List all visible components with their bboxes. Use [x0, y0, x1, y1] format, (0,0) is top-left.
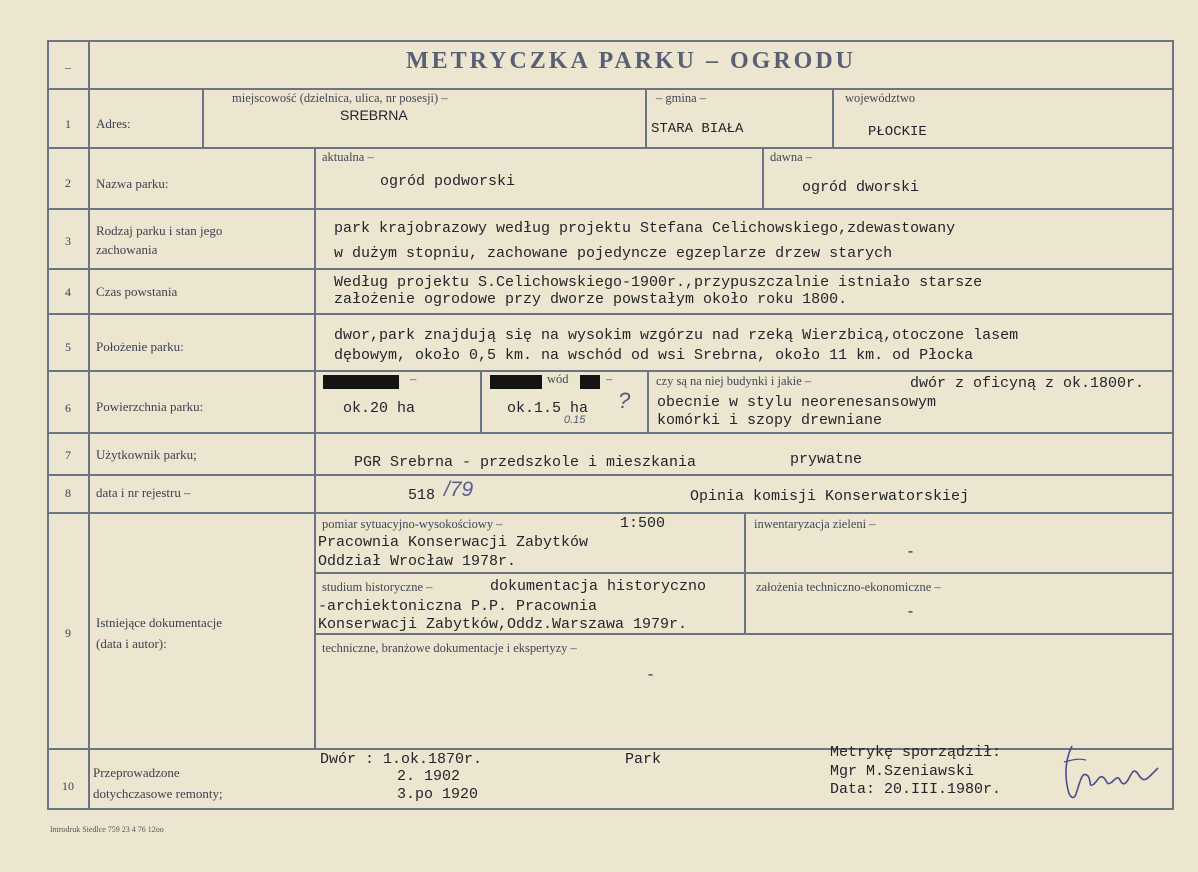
history-caption: studium historyczne – — [322, 580, 433, 594]
former-name-value: ogród dworski — [802, 179, 920, 196]
prepared-by-caption: Metrykę sporządził: — [830, 744, 1002, 761]
user-value: PGR Srebrna - przedszkole i mieszkania — [354, 454, 697, 471]
row-divider — [47, 512, 1174, 514]
current-name-value: ogród podworski — [380, 173, 516, 190]
buildings-line-3: komórki i szopy drewniane — [657, 412, 883, 429]
row-divider — [47, 748, 1174, 750]
manor-repair-3: 3.po 1920 — [397, 786, 479, 803]
col-divider — [647, 370, 649, 433]
creation-time-label: Czas powstania — [96, 284, 178, 299]
register-number: 518 — [408, 487, 436, 504]
col-divider — [314, 147, 316, 750]
redaction-bar — [490, 375, 542, 389]
creation-line-2: założenie ogrodowe przy dworze powstałym około roku 1800. — [334, 291, 848, 308]
row-number: 9 — [65, 626, 71, 640]
row-number: 8 — [65, 486, 71, 500]
manor-repair-2: 2. 1902 — [397, 768, 461, 785]
col-divider — [762, 147, 764, 209]
conservation-opinion: Opinia komisji Konserwatorskiej — [690, 488, 970, 505]
row-divider — [47, 88, 1174, 90]
location-line-1: dwor,park znajdują się na wysokim wzgórzu nad rzeką Wierzbicą,otoczone lasem — [334, 327, 1019, 344]
technical-docs-caption: techniczne, branżowe dokumentacje i ekspertyzy – — [322, 641, 577, 655]
frame-bottom — [47, 808, 1174, 810]
repairs-label: Przeprowadzone — [93, 765, 180, 780]
handwritten-mark: ? — [618, 388, 631, 413]
greenery-caption: inwentaryzacja zieleni – — [754, 517, 876, 531]
register-year-handwritten: /79 — [444, 478, 474, 501]
buildings-line-2: obecnie w stylu neorenesansowym — [657, 394, 937, 411]
area-value: ok.20 ha — [343, 400, 416, 417]
greenery-value: - — [906, 544, 916, 561]
area-label: Powierzchnia parku: — [96, 399, 204, 414]
preparation-date: Data: 20.III.1980r. — [830, 781, 1002, 798]
redaction-bar — [323, 375, 399, 389]
row9-subdivider — [314, 572, 1174, 574]
address-label: Adres: — [96, 116, 131, 131]
survey-scale: 1:500 — [620, 515, 666, 532]
row-divider — [47, 147, 1174, 149]
card-title: METRYCZKA PARKU – OGRODU — [405, 48, 857, 74]
row-number: 5 — [65, 340, 71, 354]
current-name-caption: aktualna – — [322, 150, 374, 164]
col-divider — [645, 88, 647, 148]
frame-right — [1172, 40, 1174, 810]
handwritten-note: 0.15 — [564, 414, 586, 426]
history-line-2: -archiektoniczna P.P. Pracownia — [318, 598, 598, 615]
voivodeship-caption: województwo — [845, 91, 916, 105]
water-caption: wód — [547, 372, 569, 386]
gmina-caption: – gmina – — [656, 91, 706, 105]
col-divider — [202, 88, 204, 148]
number-column-divider — [88, 40, 90, 810]
history-line-3: Konserwacji Zabytków,Oddz.Warszawa 1979r. — [318, 616, 688, 633]
tech-econ-caption: założenia techniczno-ekonomiczne – — [756, 580, 941, 594]
location-line-2: dębowym, około 0,5 km. na wschód od wsi Srebrna, około 11 km. od Płocka — [334, 347, 974, 364]
row-divider — [47, 268, 1174, 270]
locality-caption: miejscowość (dzielnica, ulica, nr posesji) – — [232, 91, 448, 105]
location-label: Położenie parku: — [96, 339, 184, 354]
technical-docs-value: - — [646, 667, 656, 684]
row-number: 6 — [65, 401, 71, 415]
printer-imprint: Introdruk Siedlce 759 23 4 76 12oo — [50, 825, 164, 834]
frame-left — [47, 40, 49, 810]
col-divider — [480, 370, 482, 433]
repairs-label-2: dotychczasowe remonty; — [93, 786, 223, 801]
col-divider — [832, 88, 834, 148]
frame-top — [47, 40, 1174, 42]
row-number: 4 — [65, 285, 71, 299]
documentation-label-2: (data i autor): — [96, 636, 167, 651]
redaction-bar — [580, 375, 600, 389]
gmina-value: STARA BIAŁA — [651, 121, 744, 137]
park-type-line-1: park krajobrazowy według projektu Stefana Celichowskiego,zdewastowany — [334, 220, 956, 237]
author-name: Mgr M.Szeniawski — [830, 763, 975, 780]
survey-caption: pomiar sytuacyjno-wysokościowy – — [322, 517, 503, 531]
water-value: ok.1.5 ha — [507, 400, 589, 417]
user-value-2: prywatne — [790, 451, 863, 468]
park-type-label: Rodzaj parku i stan jego — [96, 223, 223, 238]
row-number: 10 — [62, 779, 74, 793]
register-label: data i nr rejestru – — [96, 485, 191, 500]
row-number: 3 — [65, 234, 71, 248]
history-line-1: dokumentacja historyczno — [490, 578, 707, 595]
survey-line-2: Oddział Wrocław 1978r. — [318, 553, 517, 570]
park-repairs-label: Park — [625, 751, 662, 768]
park-name-label: Nazwa parku: — [96, 176, 169, 191]
tech-econ-value: - — [906, 604, 916, 621]
area-dash: – — [410, 372, 417, 386]
park-type-label-2: zachowania — [96, 242, 158, 257]
row-divider — [47, 474, 1174, 476]
user-label: Użytkownik parku; — [96, 447, 197, 462]
row-divider — [47, 208, 1174, 210]
water-dash: – — [606, 372, 613, 386]
row-divider — [47, 313, 1174, 315]
buildings-line-1: dwór z oficyną z ok.1800r. — [910, 375, 1145, 392]
creation-line-1: Według projektu S.Celichowskiego-1900r.,przypuszczalnie istniało starsze — [334, 274, 983, 291]
header-number: – — [65, 60, 71, 74]
row-number: 1 — [65, 117, 71, 131]
row-number: 7 — [65, 448, 71, 462]
locality-value: SREBRNA — [340, 107, 408, 123]
manor-repair-1: Dwór : 1.ok.1870r. — [320, 751, 483, 768]
survey-line-1: Pracownia Konserwacji Zabytków — [318, 534, 589, 551]
row-number: 2 — [65, 176, 71, 190]
signature-image — [1058, 738, 1162, 806]
voivodeship-value: PŁOCKIE — [868, 124, 927, 140]
row-divider — [47, 432, 1174, 434]
former-name-caption: dawna – — [770, 150, 812, 164]
buildings-caption: czy są na niej budynki i jakie – — [656, 374, 812, 388]
documentation-label: Istniejące dokumentacje — [96, 615, 222, 630]
park-type-line-2: w dużym stopniu, zachowane pojedyncze egzeplarze drzew starych — [334, 245, 893, 262]
